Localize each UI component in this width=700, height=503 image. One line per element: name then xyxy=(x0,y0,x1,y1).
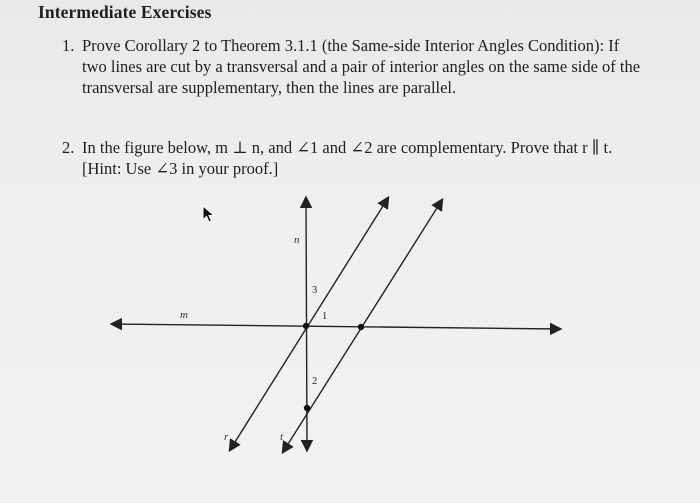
point-m-n-r xyxy=(303,323,309,329)
section-heading: Intermediate Exercises xyxy=(38,2,212,22)
label-n: n xyxy=(294,234,300,246)
exercise-number: 1. xyxy=(62,36,75,55)
label-t: t xyxy=(280,431,284,443)
label-r: r xyxy=(224,431,229,443)
angle-label-3: 3 xyxy=(312,285,318,296)
label-m: m xyxy=(180,309,188,321)
exercise-text: In the figure below, m ⊥ n, and ∠1 and ∠2 are complementary. Prove that r ∥ t. [Hint: Use ∠3 in your proof.] xyxy=(82,138,613,178)
arrow-cursor-icon xyxy=(201,204,217,224)
exercise-text: Prove Corollary 2 to Theorem 3.1.1 (the Same-side Interior Angles Condition): If two lines are cut by a transversal and a pair of interior angles on the same side of the transversal are supplementary, then the lines are parallel. xyxy=(82,36,641,97)
angle-label-2: 2 xyxy=(312,376,318,387)
exercise-number: 2. xyxy=(62,138,75,157)
point-m-t xyxy=(358,324,364,330)
angle-label-1: 1 xyxy=(322,311,328,322)
line-m xyxy=(112,324,560,329)
point-n-t xyxy=(304,405,310,411)
